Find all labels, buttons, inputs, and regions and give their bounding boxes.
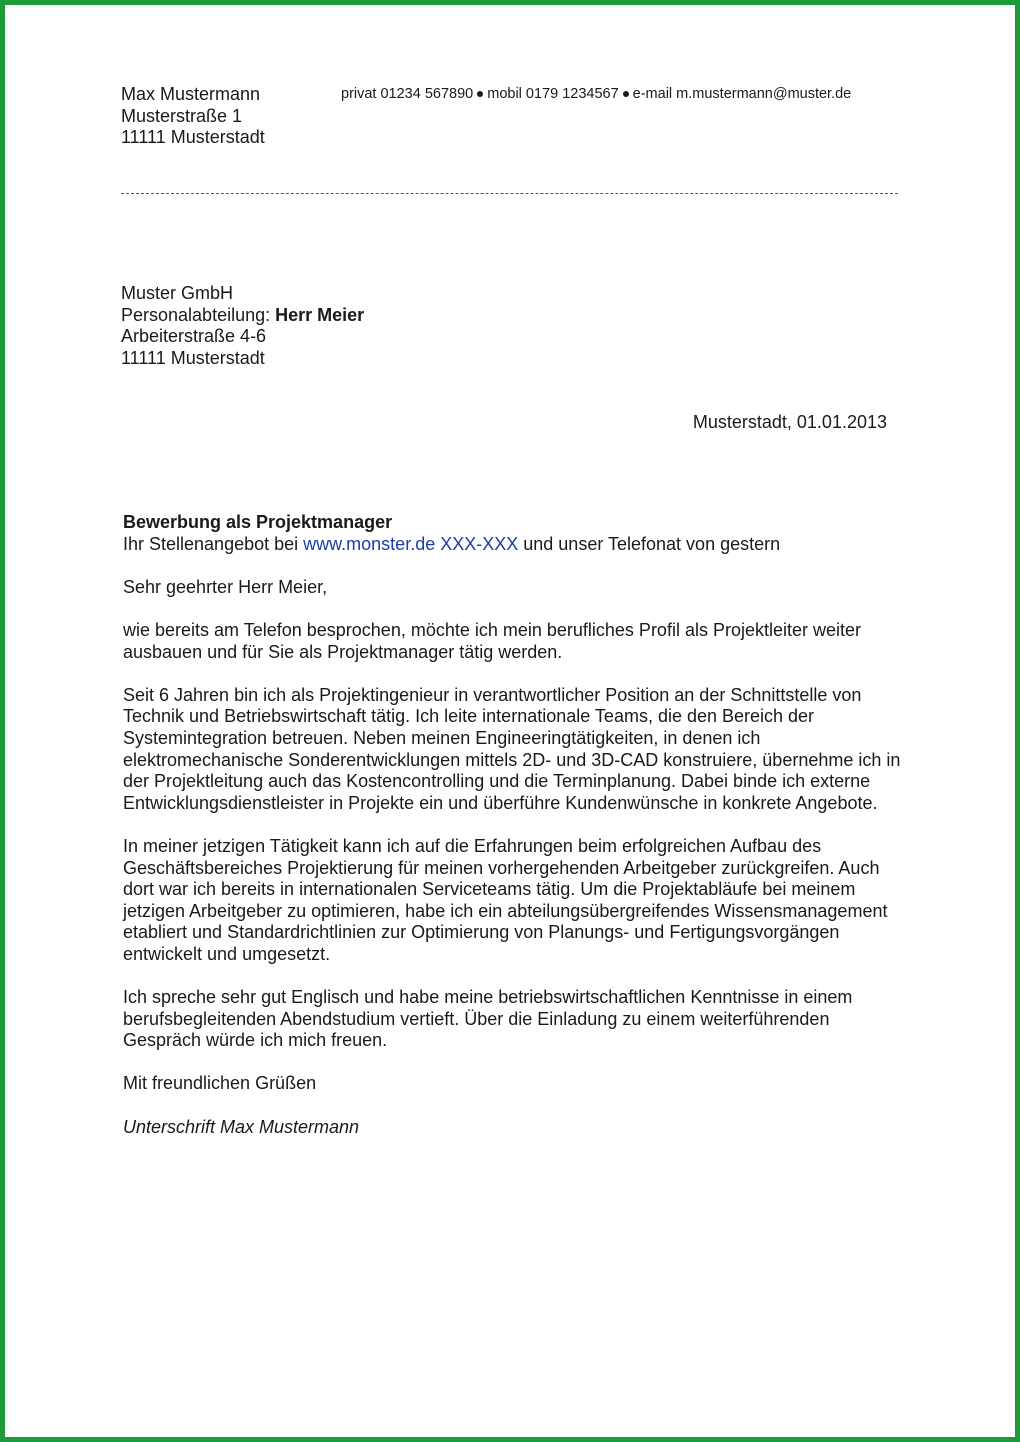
paragraph-3: In meiner jetzigen Tätigkeit kann ich auf die Erfahrungen beim erfolgreichen Aufbau des Geschäftsbereiches Projektierung für meinen vorhergehenden Arbeitgeber zurückgreifen. Auch dort war ich bereits in internationalen Serviceteams tätig. Um die Projektabläufe bei meinem jetzigen Arbeitgeber zu optimieren, habe ich ein abteilungsübergreifendes Wissensmanagement etabliert und Standardrichtlinien zur Optimierung von Planungs- und Fertigungsvorgängen entwickelt und umgesetzt. bbox=[123, 835, 888, 964]
letter-date: Musterstadt, 01.01.2013 bbox=[692, 412, 887, 432]
contact-mobile: mobil 0179 1234567 bbox=[487, 86, 619, 102]
reference-prefix: Ihr Stellenangebot bei bbox=[123, 533, 299, 554]
sender-address bbox=[121, 84, 265, 149]
contact-email: e-mail m.mustermann@muster.de bbox=[632, 86, 852, 102]
paragraph-2: Seit 6 Jahren bin ich als Projektingenieur in verantwortlicher Position an der Schnittstelle von Technik und Betriebswirtschaft tätig. Ich leite internationale Teams, die den Bereich der Systemintegration betreuen. Neben meinen Engineeringtätigkeiten, in denen ich elektromechanische Sonderentwicklungen mittels 2D- und 3D-CAD konstruiere, übernehme ich in der Projektleitung auch das Kostencontrolling und die Terminplanung. Dabei binde ich externe Entwicklungsdienstleister in Projekte ein und überführe Kundenwünsche in konkrete Angebote. bbox=[123, 684, 901, 813]
contact-line bbox=[341, 85, 851, 103]
contact-person: Herr Meier bbox=[275, 304, 365, 325]
reference-suffix: und unser Telefonat von gestern bbox=[523, 533, 781, 554]
recipient-department bbox=[121, 305, 364, 327]
bullet-icon bbox=[623, 91, 629, 97]
contact-private: privat 01234 567890 bbox=[341, 86, 474, 102]
recipient-city: 11111 Musterstadt bbox=[121, 347, 265, 368]
paragraph-1: wie bereits am Telefon besprochen, möchte ich mein berufliches Profil als Projektleiter weiter ausbauen und für Sie als Projektmanager tätig werden. bbox=[123, 619, 862, 662]
department-label: Personalabteilung: bbox=[121, 304, 271, 325]
letter-body bbox=[123, 512, 903, 1160]
closing: Mit freundlichen Grüßen bbox=[123, 1073, 317, 1094]
subject-line: Bewerbung als Projektmanager bbox=[123, 512, 393, 532]
sender-name: Max Mustermann bbox=[121, 84, 261, 104]
bullet-icon bbox=[477, 91, 483, 97]
recipient-street: Arbeiterstraße 4-6 bbox=[121, 326, 267, 346]
sender-city: 11111 Musterstadt bbox=[121, 127, 265, 147]
sender-street: Musterstraße 1 bbox=[121, 105, 243, 126]
recipient-address bbox=[121, 283, 364, 369]
paragraph-4: Ich spreche sehr gut Englisch und habe meine betriebswirtschaftlichen Kenntnisse in einem berufsbegleitenden Abendstudium vertieft. Über die Einladung zu einem weiterführenden Gespräch würde ich mich freuen. bbox=[123, 987, 853, 1051]
salutation: Sehr geehrter Herr Meier, bbox=[123, 576, 328, 597]
recipient-company: Muster GmbH bbox=[121, 283, 234, 303]
subject-block bbox=[123, 512, 903, 555]
header-divider bbox=[121, 193, 898, 194]
job-posting-link[interactable]: www.monster.de XXX-XXX bbox=[303, 533, 519, 554]
signature: Unterschrift Max Mustermann bbox=[123, 1116, 360, 1137]
